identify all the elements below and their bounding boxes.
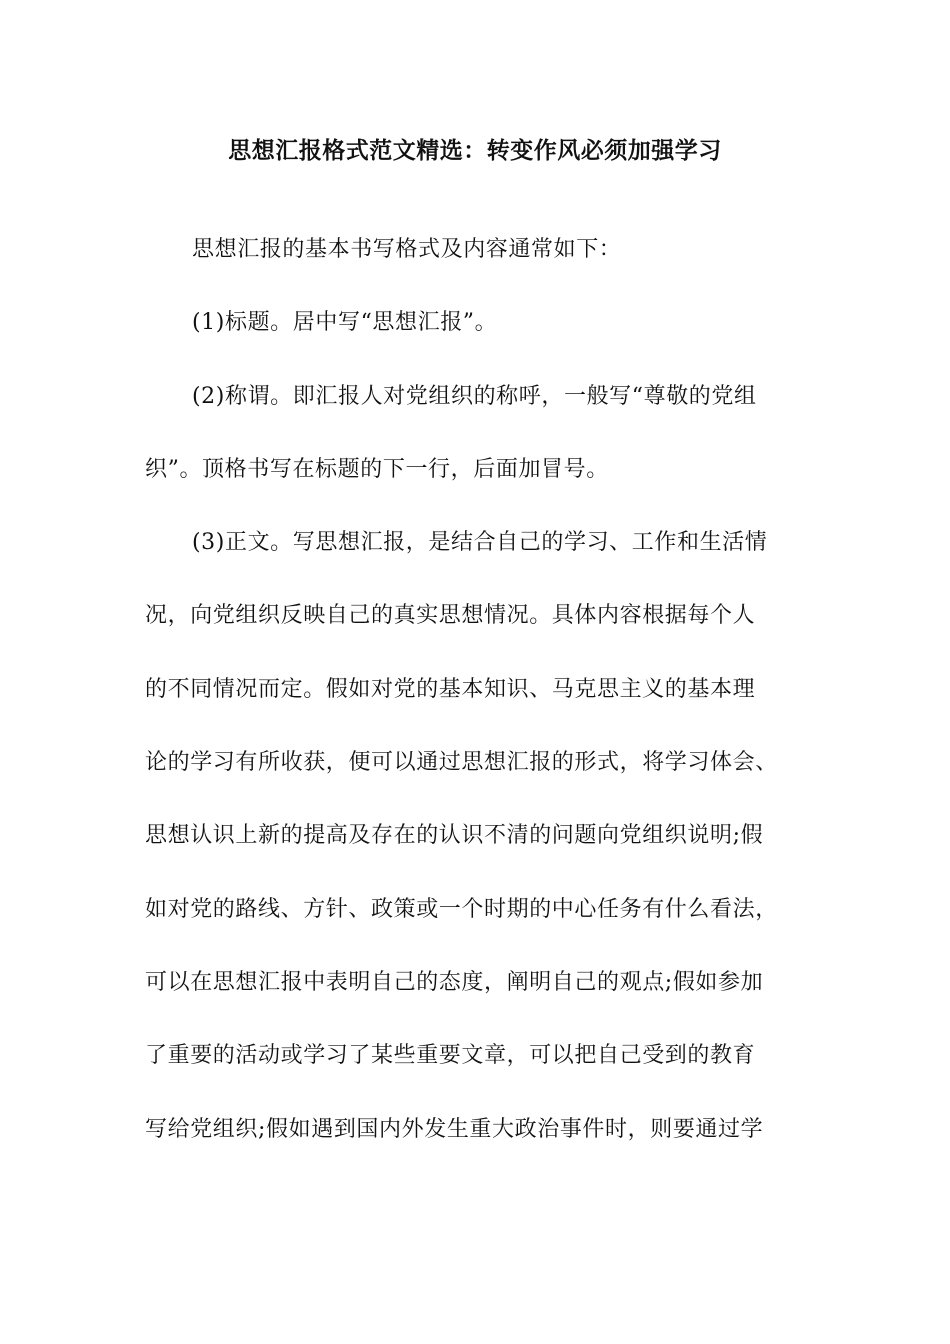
body-line: 思想汇报的基本书写格式及内容通常如下： — [192, 237, 622, 262]
body-line: 况，向党组织反映自己的真实思想情况。具体内容根据每个人 — [145, 603, 756, 629]
body-line: 了重要的活动或学习了某些重要文章，可以把自己受到的教育 — [145, 1043, 756, 1069]
body-line: (1)标题。居中写“思想汇报”。 — [192, 310, 498, 336]
body-line: 如对党的路线、方针、政策或一个时期的中心任务有什么看法， — [145, 896, 778, 922]
body-line: 织”。顶格书写在标题的下一行，后面加冒号。 — [145, 456, 609, 482]
body-line: 论的学习有所收获，便可以通过思想汇报的形式，将学习体会、 — [145, 750, 778, 776]
body-line: 思想认识上新的提高及存在的认识不清的问题向党组织说明;假 — [145, 823, 764, 849]
body-line: 写给党组织;假如遇到国内外发生重大政治事件时，则要通过学 — [145, 1116, 764, 1142]
body-line: 可以在思想汇报中表明自己的态度，阐明自己的观点;假如参加 — [145, 969, 764, 995]
body-line: (2)称谓。即汇报人对党组织的称呼，一般写“尊敬的党组 — [192, 383, 757, 409]
document-body — [145, 230, 825, 1183]
body-line: 的不同情况而定。假如对党的基本知识、马克思主义的基本理 — [145, 676, 756, 702]
body-line: (3)正文。写思想汇报，是结合自己的学习、工作和生活情 — [192, 530, 768, 556]
document-title: 思想汇报格式范文精选：转变作风必须加强学习 — [228, 137, 722, 164]
